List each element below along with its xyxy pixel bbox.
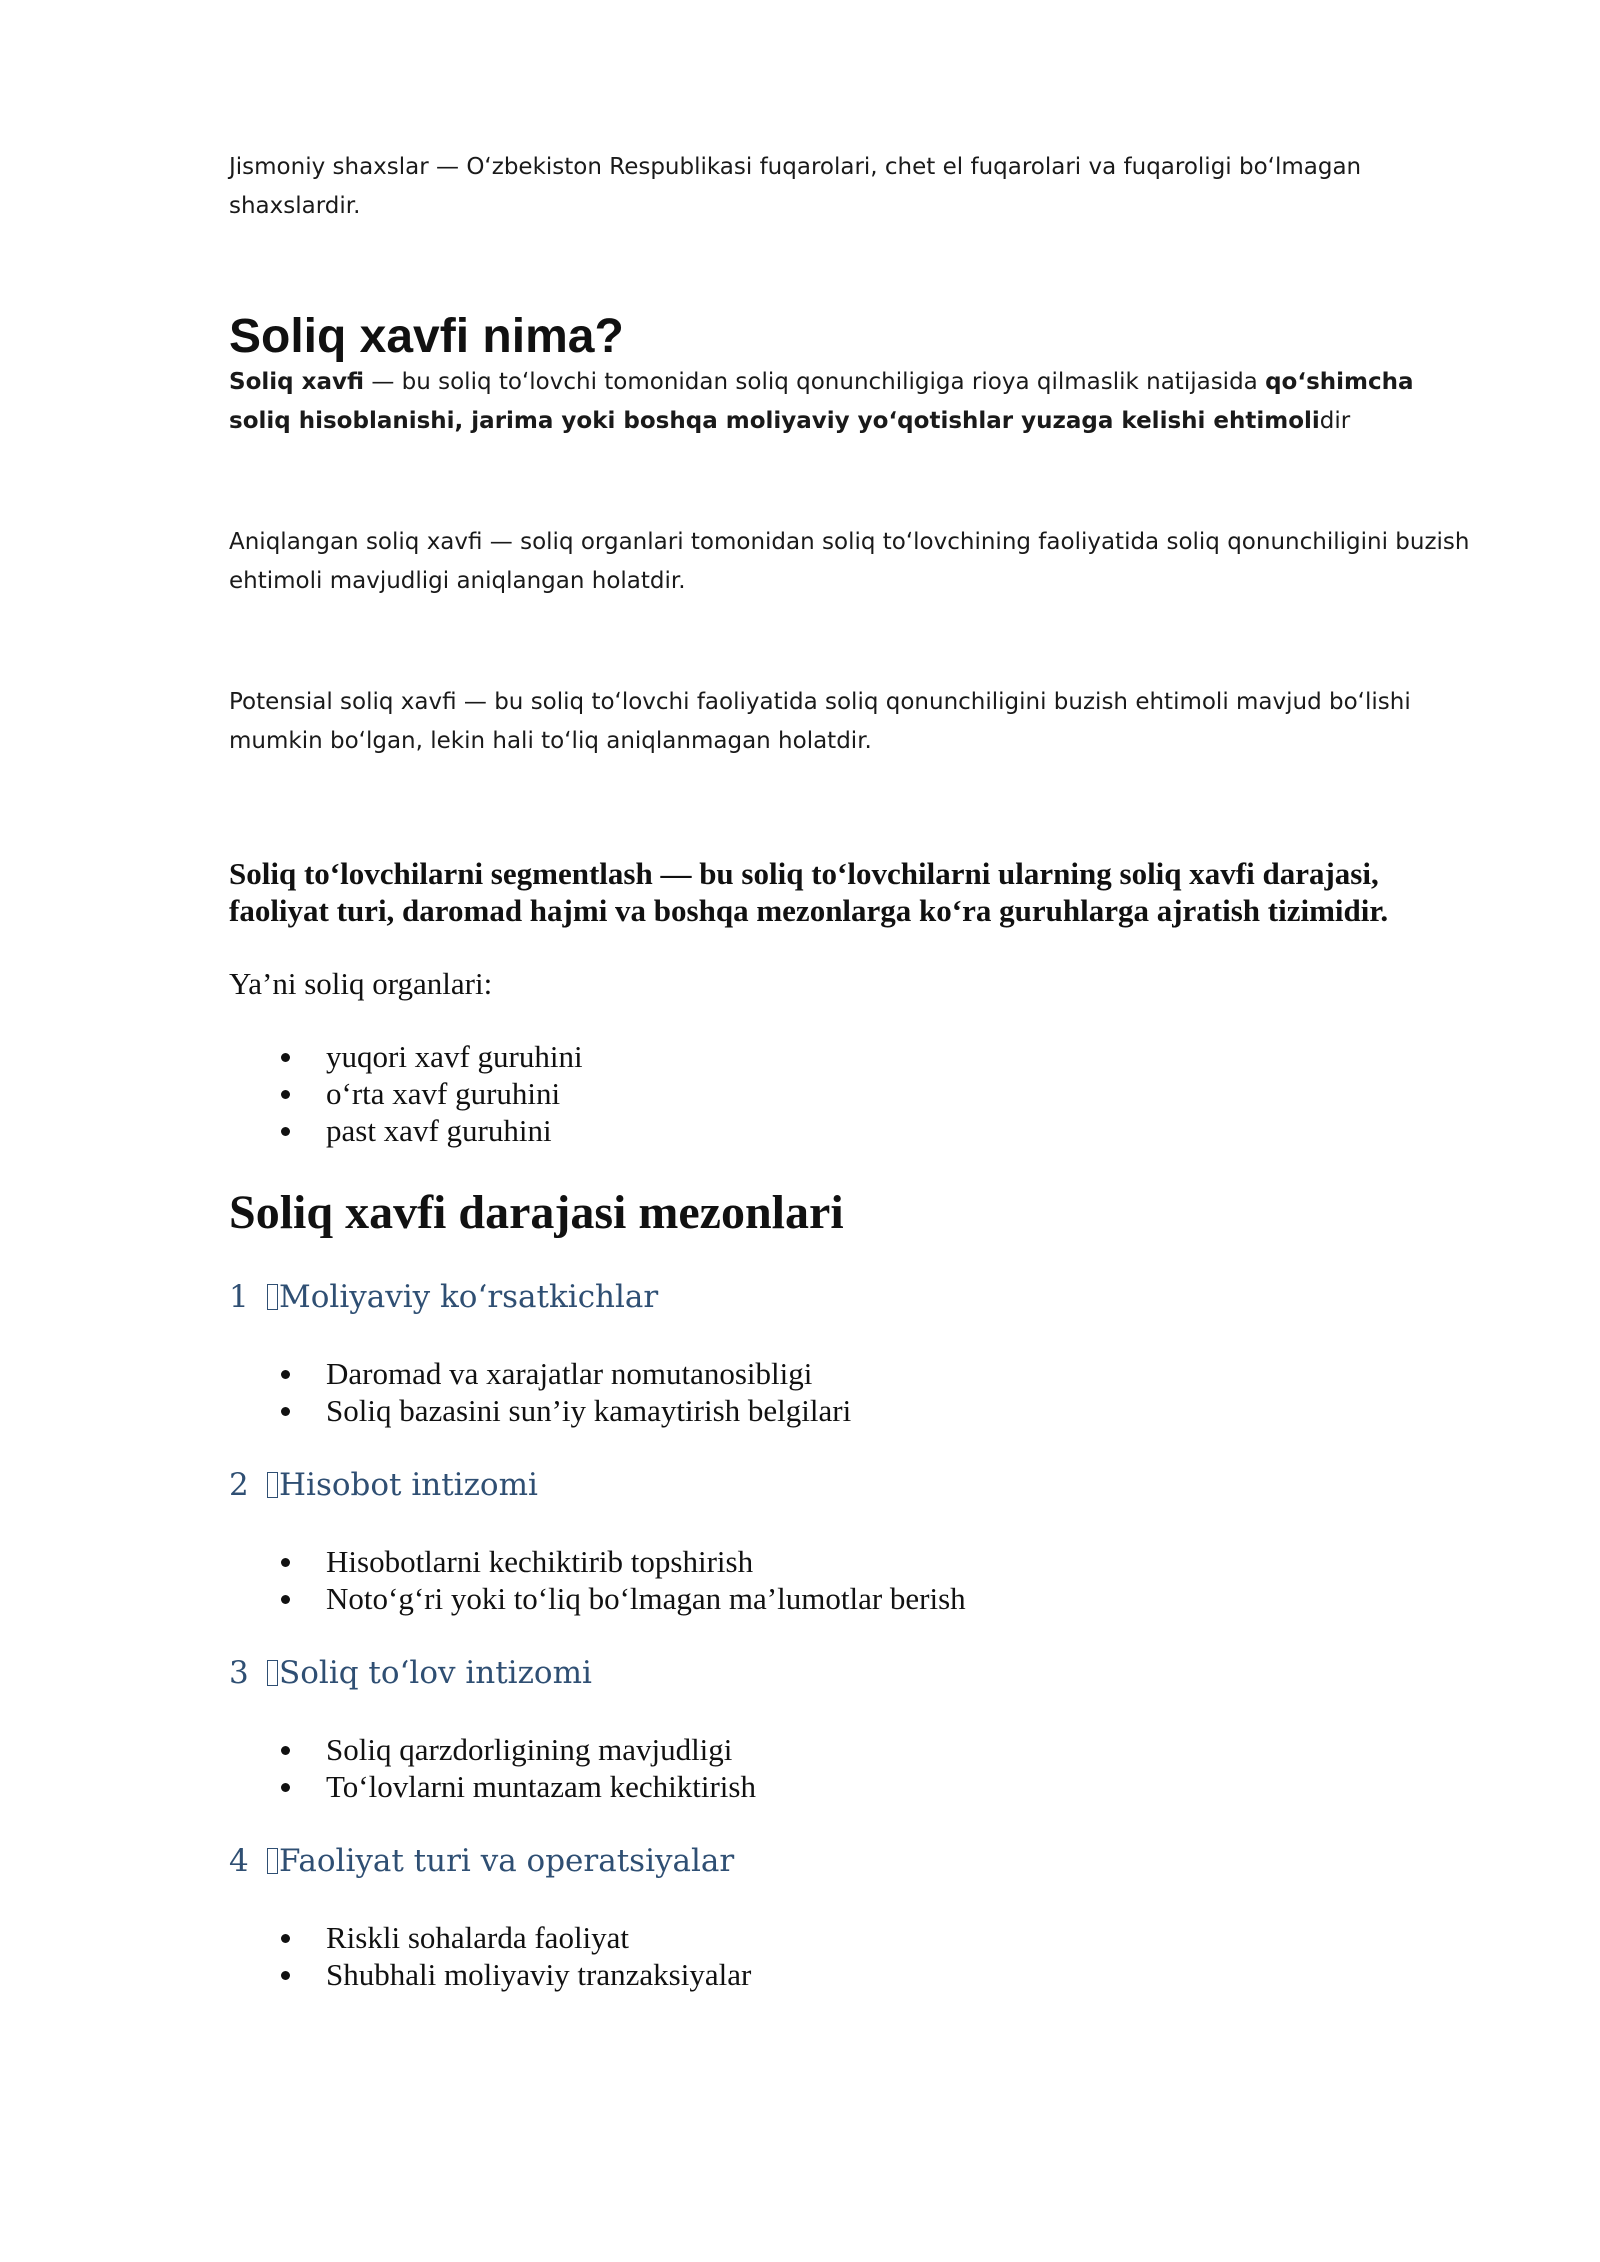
list-item: oʻrta xavf guruhini: [229, 1075, 1479, 1112]
potential-risk-paragraph: Potensial soliq xavfi — bu soliq toʻlovchi faoliyatida soliq qonunchiligini buzish ehtimoli mavjud boʻlishi mumkin boʻlgan, lekin hali toʻliq aniqlanmagan holatdir.: [229, 689, 1411, 754]
bullet-icon: [281, 1127, 290, 1136]
list-item: Riskli sohalarda faoliyat: [229, 1919, 1479, 1956]
criteria-subheading-3: 3 Soliq toʻlov intizomi: [229, 1655, 592, 1691]
list-item: Hisobotlarni kechiktirib topshirish: [229, 1543, 1479, 1580]
bullet-icon: [281, 1746, 290, 1755]
list-item: Shubhali moliyaviy tranzaksiyalar: [229, 1956, 1479, 1993]
bullet-icon: [281, 1934, 290, 1943]
bullet-icon: [281, 1053, 290, 1062]
bullet-icon: [281, 1407, 290, 1416]
missing-glyph-icon: [267, 1472, 278, 1498]
bullet-icon: [281, 1370, 290, 1379]
criteria-subheading-4: 4 Faoliyat turi va operatsiyalar: [229, 1843, 735, 1879]
bullet-icon: [281, 1783, 290, 1792]
list-item: Notoʻgʻri yoki toʻliq boʻlmagan ma’lumotlar berish: [229, 1580, 1479, 1617]
list-item: Soliq bazasini sun’iy kamaytirish belgilari: [229, 1392, 1479, 1429]
tax-risk-definition: [229, 363, 1479, 441]
criteria-subheading-1: 1 Moliyaviy koʻrsatkichlar: [229, 1279, 659, 1315]
section-heading-tax-risk: Soliq xavfi nima?: [229, 310, 624, 363]
criteria-list-3: [229, 1731, 1479, 1805]
criteria-heading: Soliq xavfi darajasi mezonlari: [229, 1186, 844, 1239]
criteria-subheading-2: 2 Hisobot intizomi: [229, 1467, 538, 1503]
bullet-icon: [281, 1971, 290, 1980]
term-tax-risk: Soliq xavfi: [229, 369, 365, 395]
definition-bold-b: qoʻshimcha soliq hisoblanishi, jarima yoki boshqa moliyaviy yoʻqotishlar yuzaga kelishi ehtimoli: [229, 369, 1414, 434]
criteria-list-4: [229, 1919, 1479, 1993]
risk-groups-list: [229, 1038, 1479, 1149]
definition-text-c: dir: [1319, 408, 1351, 434]
bullet-icon: [281, 1595, 290, 1604]
missing-glyph-icon: [267, 1284, 278, 1310]
list-item: past xavf guruhini: [229, 1112, 1479, 1149]
segmentation-intro: Ya’ni soliq organlari:: [229, 966, 493, 1001]
segmentation-definition: Soliq toʻlovchilarni segmentlash — bu soliq toʻlovchilarni ularning soliq xavfi darajasi, faoliyat turi, daromad hajmi va boshqa mezonlarga koʻra guruhlarga ajratish tizimidir.: [229, 856, 1389, 928]
bullet-icon: [281, 1558, 290, 1567]
definition-text-a: — bu soliq toʻlovchi tomonidan soliq qonunchiligiga rioya qilmaslik natijasida: [364, 369, 1266, 395]
identified-risk-paragraph: Aniqlangan soliq xavfi — soliq organlari tomonidan soliq toʻlovchining faoliyatida soliq qonunchiligini buzish ehtimoli mavjudligi aniqlangan holatdir.: [229, 529, 1470, 594]
criteria-list-1: [229, 1355, 1479, 1429]
criteria-list-2: [229, 1543, 1479, 1617]
intro-paragraph: Jismoniy shaxslar — Oʻzbekiston Respublikasi fuqarolari, chet el fuqarolari va fuqaroligi boʻlmagan shaxslardir.: [229, 154, 1362, 219]
document-page: [229, 148, 1479, 1993]
bullet-icon: [281, 1090, 290, 1099]
missing-glyph-icon: [267, 1660, 278, 1686]
list-item: Toʻlovlarni muntazam kechiktirish: [229, 1768, 1479, 1805]
list-item: Daromad va xarajatlar nomutanosibligi: [229, 1355, 1479, 1392]
missing-glyph-icon: [267, 1848, 278, 1874]
list-item: yuqori xavf guruhini: [229, 1038, 1479, 1075]
list-item: Soliq qarzdorligining mavjudligi: [229, 1731, 1479, 1768]
